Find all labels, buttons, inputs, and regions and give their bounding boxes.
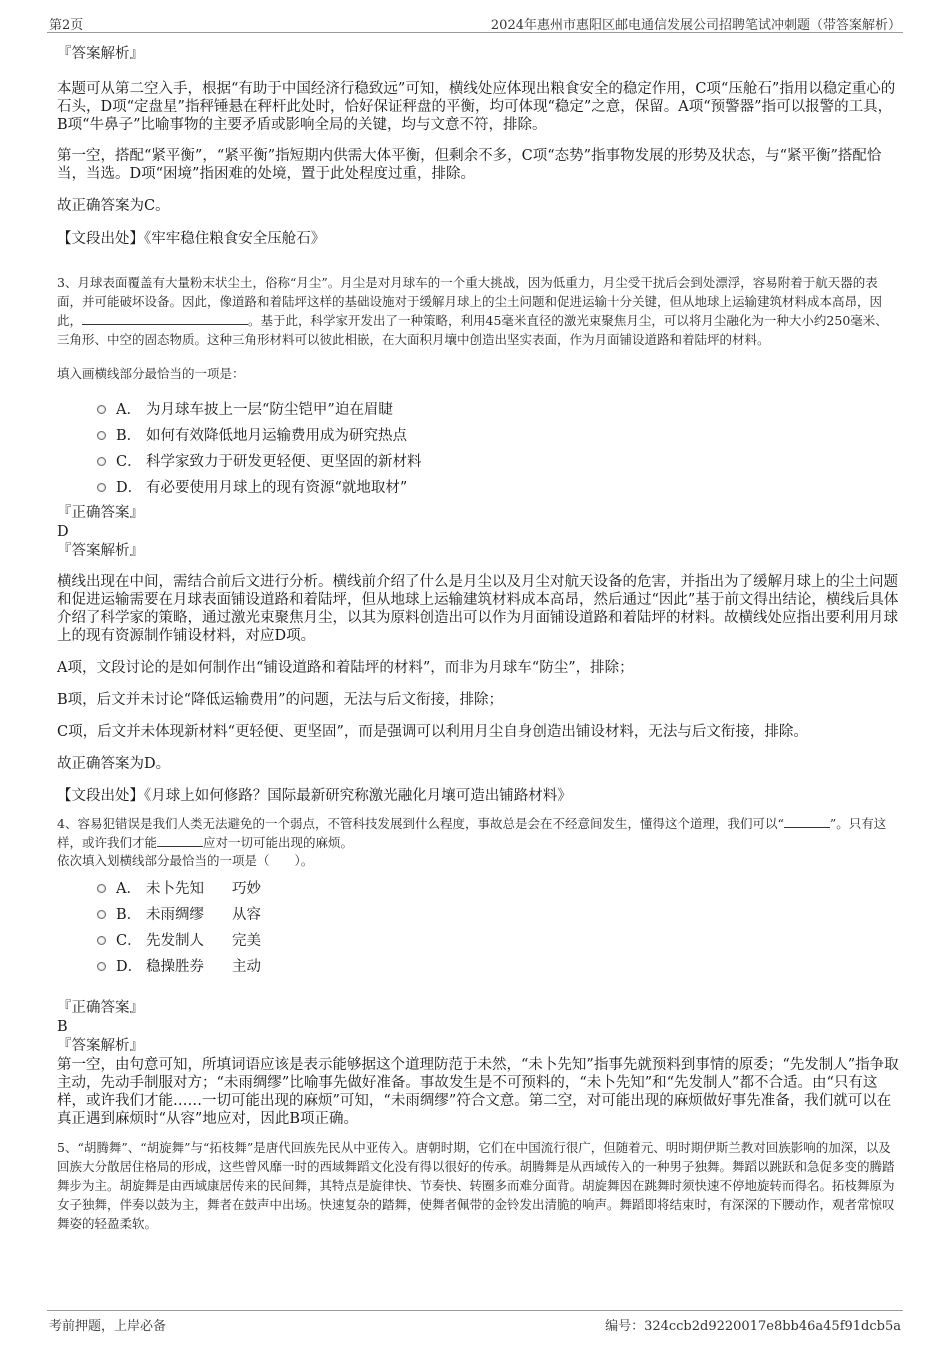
radio-icon[interactable] — [97, 457, 106, 466]
blank-line — [82, 312, 248, 325]
radio-icon[interactable] — [97, 910, 106, 919]
analysis-paragraph: B项，后文并未讨论“降低运输费用”的问题，无法与后文衔接，排除； — [57, 692, 503, 708]
option-list — [97, 874, 899, 978]
option-word: 完美 — [232, 932, 261, 949]
option-a[interactable] — [97, 874, 899, 900]
analysis-paragraph: 第一空，由句意可知，所填词语应该是表示能够据这个道理防范于未然，“未卜先知”指事先就预料到事情的原委；“先发制人”指争取主动，先动手制服对方；“未雨绸缪”比喻事先做好准备。事故发生是不可预料的，“未卜先知”和“先发制人”都不合适。由“只有这样，或许我们才能……一切可能出现的麻烦”可知，“未雨绸缪”符合文意。第二空，对可能出现的麻烦做好事先准备，我们就可以在真正遇到麻烦时“从容”地应对，因此B项正确。 — [57, 1057, 899, 1127]
source-line — [57, 229, 899, 249]
radio-icon[interactable] — [97, 405, 106, 414]
option-letter: B． — [116, 906, 142, 923]
question-prompt: 依次填入划横线部分最恰当的一项是（ ）。 — [57, 853, 314, 868]
radio-icon[interactable] — [97, 936, 106, 945]
analysis-paragraph: A项，文段讨论的是如何制作出“铺设道路和着陆坪的材料”，而非为月球车“防尘”，排除； — [57, 660, 634, 676]
correct-answer-label: 『正确答案』 — [57, 505, 144, 521]
radio-icon[interactable] — [97, 483, 106, 492]
source-title: 《月球上如何修路？国际最新研究称激光融化月壤可造出铺路材料》 — [144, 788, 572, 804]
option-d[interactable] — [97, 473, 899, 499]
source-label: 【文段出处】 — [57, 788, 144, 804]
analysis-paragraph: 本题可从第二空入手，根据“有助于中国经济行稳致远”可知，横线处应体现出粮食安全的稳定作用，C项“压舱石”指用以稳定重心的石头，D项“定盘星”指秤锤悬在秤杆此处时，恰好保证秤盘的平衡，均可体现“稳定”之意，保留。A项“预警器”指可以报警的工具，B项“牛鼻子”比喻事物的主要矛盾或影响全局的关键，均与文意不符，排除。 — [57, 81, 896, 133]
option-d[interactable] — [97, 952, 899, 978]
correct-answer-label: 『正确答案』 — [57, 1000, 144, 1016]
analysis-paragraph: 故正确答案为C。 — [57, 198, 170, 214]
source-line — [57, 786, 899, 806]
radio-icon[interactable] — [97, 962, 106, 971]
option-word: 巧妙 — [232, 880, 261, 897]
question-prompt: 填入画横线部分最恰当的一项是： — [57, 366, 245, 381]
source-label: 【文段出处】 — [57, 231, 144, 247]
correct-answer: B — [57, 1019, 68, 1035]
option-letter: C． — [116, 932, 142, 949]
analysis-label: 『答案解析』 — [57, 1038, 144, 1054]
page-footer — [47, 1310, 903, 1333]
option-a[interactable] — [97, 395, 899, 421]
analysis-paragraph: 横线出现在中间，需结合前后文进行分析。横线前介绍了什么是月尘以及月尘对航天设备的危害，并指出为了缓解月球上的尘土问题和促进运输需要在月球表面铺设道路和着陆坪，但从地球上运输建筑材料成本高昂，然后通过“因此”基于前文得出结论，横线后具体介绍了科学家的策略，通过激光束聚焦月尘，以其为原料创造出可以作为月面铺设道路和着陆坪的材料。故横线处应指出要利用月球上的现有资源制作铺设材料，对应D项。 — [57, 574, 899, 644]
option-text: 为月球车披上一层“防尘铠甲”迫在眉睫 — [146, 401, 393, 418]
option-word: 先发制人 — [146, 932, 204, 949]
option-word: 从容 — [232, 906, 261, 923]
option-text: 有必要使用月球上的现有资源“就地取材” — [146, 479, 408, 496]
blank-line — [157, 834, 203, 847]
question-stem-part: 应对一切可能出现的麻烦。 — [203, 835, 354, 850]
option-b[interactable] — [97, 421, 899, 447]
option-c[interactable] — [97, 447, 899, 473]
question-stem-part: 4、容易犯错误是我们人类无法避免的一个弱点，不管科技发展到什么程度，事故总是会在不经意间发生，懂得这个道理，我们可以“ — [57, 816, 784, 831]
option-word: 主动 — [232, 958, 261, 975]
option-text: 如何有效降低地月运输费用成为研究热点 — [146, 427, 407, 444]
page-content — [57, 44, 899, 1233]
option-c[interactable] — [97, 926, 899, 952]
analysis-label: 『答案解析』 — [57, 543, 144, 559]
option-word: 稳操胜券 — [146, 958, 204, 975]
source-title: 《牢牢稳住粮食安全压舱石》 — [144, 231, 326, 247]
option-letter: A． — [116, 401, 141, 418]
correct-answer: D — [57, 524, 69, 540]
option-letter: D． — [116, 479, 143, 496]
question-stem-part: ”。只有这样，或许我们才能 — [57, 816, 887, 850]
page-header — [47, 12, 903, 33]
option-letter: D． — [116, 958, 143, 975]
question-stem-after: 。基于此，科学家开发出了一种策略，利用45毫米直径的激光束聚焦月尘，可以将月尘融化为一种大小约250毫米、三角形、中空的固态物质。这种三角形材料可以彼此相嵌，在大面积月壤中创造出坚实表面，作为月面铺设道路和着陆坪的材料。 — [57, 313, 888, 347]
question-stem: 5、“胡腾舞”、“胡旋舞”与“拓枝舞”是唐代回族先民从中亚传入。唐朝时期，它们在中国流行很广，但随着元、明时期伊斯兰教对回族影响的加深，以及回族大分散居住格局的形成，这些曾风靡一时的西域舞蹈文化没有得以很好的传承。胡腾舞是从西域传入的一种男子独舞。舞蹈以跳跃和急促多变的腾踏舞步为主。胡旋舞是由西域康居传来的民间舞，其特点是旋律快、节奏快、转圈多而难分面背。胡旋舞因在跳舞时须快速不停地旋转而得名。拓枝舞原为女子独舞，伴奏以鼓为主，舞者在鼓声中出场。快速复杂的踏舞，使舞者佩带的金铃发出清脆的响声。舞蹈即将结束时，有深深的下腰动作，观者常惊叹舞姿的轻盈柔软。 — [57, 1140, 895, 1231]
document-title: 2024年惠州市惠阳区邮电通信发展公司招聘笔试冲刺题（带答案解析） — [490, 18, 901, 33]
analysis-paragraph: 第一空，搭配“紧平衡”，“紧平衡”指短期内供需大体平衡，但剩余不多，C项“态势”指事物发展的形势及状态，与“紧平衡”搭配恰当，当选。D项“困境”指困难的处境，置于此处程度过重，排除。 — [57, 148, 882, 182]
question-stem-before: 3、月球表面覆盖有大量粉末状尘土，俗称“月尘”。月尘是对月球车的一个重大挑战，因为低重力，月尘受干扰后会到处漂浮，容易附着于航天器的表面，并可能破坏设备。因此，像道路和着陆坪这样的基础设施对于缓解月球上的尘土问题和促进运输十分关键，但从地球上运输建筑材料成本高昂，因此， — [57, 275, 883, 328]
page-number: 第2页 — [49, 18, 84, 33]
question-stem — [57, 814, 899, 852]
radio-icon[interactable] — [97, 884, 106, 893]
radio-icon[interactable] — [97, 431, 106, 440]
question-stem — [57, 273, 899, 349]
option-text: 科学家致力于研发更轻便、更坚固的新材料 — [146, 453, 422, 470]
analysis-label: 『答案解析』 — [57, 46, 144, 62]
option-letter: C． — [116, 453, 142, 470]
option-list — [97, 395, 899, 499]
option-b[interactable] — [97, 900, 899, 926]
option-letter: A． — [116, 880, 141, 897]
option-letter: B． — [116, 427, 142, 444]
footer-slogan: 考前押题，上岸必备 — [49, 1319, 167, 1334]
analysis-paragraph: C项，后文并未体现新材料“更轻便、更坚固”，而是强调可以利用月尘自身创造出铺设材料，无法与后文衔接，排除。 — [57, 724, 808, 740]
option-word: 未雨绸缪 — [146, 906, 204, 923]
blank-line — [784, 815, 830, 828]
analysis-paragraph: 故正确答案为D。 — [57, 756, 171, 772]
option-word: 未卜先知 — [146, 880, 204, 897]
document-code: 编号：324ccb2d9220017e8bb46a45f91dcb5a — [605, 1319, 901, 1334]
